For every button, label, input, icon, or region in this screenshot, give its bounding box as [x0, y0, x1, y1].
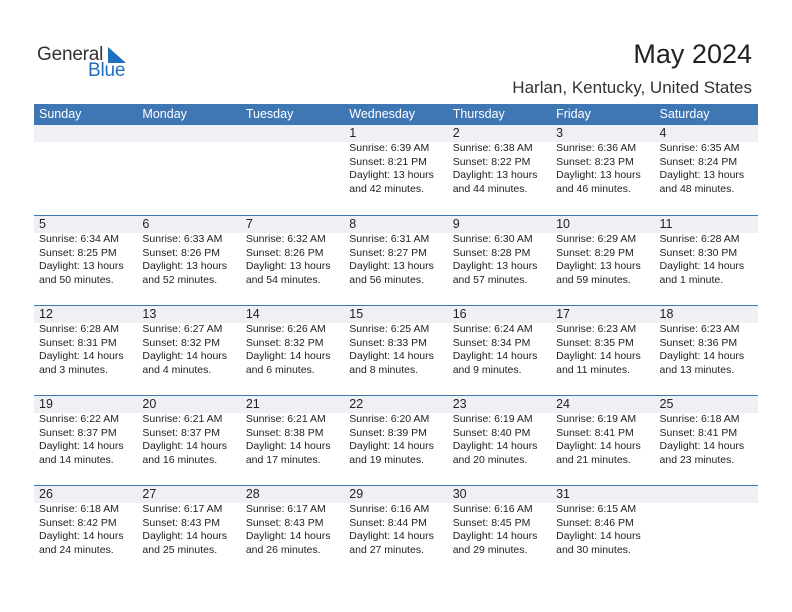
sunrise-text: Sunrise: 6:34 AM	[39, 233, 119, 245]
sunset-text: Sunset: 8:42 PM	[39, 516, 117, 529]
daylight-minutes-text: and 24 minutes.	[39, 543, 114, 556]
sunset-text: Sunset: 8:36 PM	[659, 336, 738, 349]
daylight-minutes-text: and 8 minutes.	[349, 363, 419, 376]
sunrise-text: Sunrise: 6:21 AM	[245, 413, 326, 425]
daylight-text: Daylight: 14 hours	[556, 350, 641, 363]
day-cell	[241, 486, 344, 575]
sunrise-text: Sunrise: 6:21 AM	[142, 413, 223, 425]
sunrise-text: Sunrise: 6:32 AM	[245, 233, 326, 245]
weekday-friday: Friday	[556, 107, 591, 121]
sunrise-text: Sunrise: 6:17 AM	[142, 503, 223, 515]
sunset-text: Sunset: 8:37 PM	[39, 426, 117, 439]
sunset-text: Sunset: 8:45 PM	[452, 516, 531, 529]
weekday-tuesday: Tuesday	[245, 107, 294, 121]
day-cell	[344, 486, 447, 575]
daylight-text: Daylight: 13 hours	[245, 260, 331, 273]
daylight-minutes-text: and 3 minutes.	[39, 363, 108, 376]
sunrise-text: Sunrise: 6:25 AM	[349, 323, 430, 335]
day-number: 11	[655, 216, 758, 233]
week-row	[34, 305, 758, 395]
day-number: 5	[34, 216, 137, 233]
daylight-minutes-text: and 48 minutes.	[659, 182, 735, 195]
sunset-text: Sunset: 8:39 PM	[349, 426, 427, 439]
day-number: 31	[551, 486, 654, 503]
daylight-minutes-text: and 56 minutes.	[349, 273, 424, 286]
daylight-minutes-text: and 16 minutes.	[142, 453, 218, 466]
daylight-text: Daylight: 13 hours	[556, 260, 641, 273]
sunset-text: Sunset: 8:35 PM	[556, 336, 634, 349]
week-row	[34, 395, 758, 485]
sunset-text: Sunset: 8:26 PM	[142, 246, 221, 259]
daylight-minutes-text: and 20 minutes.	[452, 453, 528, 466]
sunset-text: Sunset: 8:30 PM	[659, 246, 738, 259]
weekday-thursday: Thursday	[452, 107, 505, 121]
logo-blue-text: Blue	[88, 60, 126, 81]
daylight-minutes-text: and 44 minutes.	[452, 182, 528, 195]
daylight-text: Daylight: 14 hours	[39, 530, 124, 543]
daylight-text: Daylight: 14 hours	[39, 350, 124, 363]
page-title: May 2024	[633, 39, 752, 69]
daylight-text: Daylight: 14 hours	[556, 530, 641, 543]
day-number	[34, 125, 137, 142]
daylight-text: Daylight: 14 hours	[39, 440, 124, 453]
sunset-text: Sunset: 8:43 PM	[245, 516, 324, 529]
sunrise-text: Sunrise: 6:26 AM	[245, 323, 326, 335]
day-cell	[655, 306, 758, 395]
weekday-header	[34, 104, 758, 125]
daylight-minutes-text: and 26 minutes.	[245, 543, 321, 556]
daylight-minutes-text: and 27 minutes.	[349, 543, 424, 556]
day-number	[655, 486, 758, 503]
daylight-text: Daylight: 13 hours	[452, 260, 538, 273]
sunrise-text: Sunrise: 6:28 AM	[39, 323, 119, 335]
sunrise-text: Sunrise: 6:36 AM	[556, 142, 637, 154]
daylight-minutes-text: and 4 minutes.	[142, 363, 212, 376]
sunrise-text: Sunrise: 6:23 AM	[659, 323, 740, 335]
daylight-minutes-text: and 11 minutes.	[556, 363, 631, 376]
day-number: 3	[551, 125, 654, 142]
daylight-minutes-text: and 1 minute.	[659, 273, 724, 286]
daylight-text: Daylight: 13 hours	[452, 169, 538, 182]
daylight-minutes-text: and 23 minutes.	[659, 453, 735, 466]
sunset-text: Sunset: 8:24 PM	[659, 155, 738, 168]
sunrise-text: Sunrise: 6:23 AM	[556, 323, 637, 335]
weekday-saturday: Saturday	[659, 107, 710, 121]
day-cell	[551, 396, 654, 485]
day-number: 23	[448, 396, 551, 413]
daylight-text: Daylight: 13 hours	[142, 260, 228, 273]
sunrise-text: Sunrise: 6:15 AM	[556, 503, 637, 515]
daylight-text: Daylight: 13 hours	[659, 169, 745, 182]
day-number: 2	[448, 125, 551, 142]
daylight-minutes-text: and 14 minutes.	[39, 453, 114, 466]
day-number: 7	[241, 216, 344, 233]
sunrise-text: Sunrise: 6:16 AM	[349, 503, 430, 515]
day-cell	[137, 125, 240, 215]
day-cell	[448, 306, 551, 395]
day-number: 4	[655, 125, 758, 142]
sunset-text: Sunset: 8:27 PM	[349, 246, 427, 259]
daylight-text: Daylight: 13 hours	[39, 260, 124, 273]
daylight-minutes-text: and 29 minutes.	[452, 543, 528, 556]
sunset-text: Sunset: 8:31 PM	[39, 336, 117, 349]
sunset-text: Sunset: 8:44 PM	[349, 516, 427, 529]
sunset-text: Sunset: 8:38 PM	[245, 426, 324, 439]
day-cell	[34, 306, 137, 395]
day-number: 1	[344, 125, 447, 142]
day-cell	[241, 216, 344, 305]
day-cell	[655, 125, 758, 215]
sunrise-text: Sunrise: 6:29 AM	[556, 233, 637, 245]
day-cell	[137, 396, 240, 485]
sunrise-text: Sunrise: 6:17 AM	[245, 503, 326, 515]
sunrise-text: Sunrise: 6:18 AM	[39, 503, 119, 515]
day-number: 28	[241, 486, 344, 503]
day-cell	[137, 486, 240, 575]
day-cell	[241, 306, 344, 395]
weekday-wednesday: Wednesday	[349, 107, 416, 121]
daylight-minutes-text: and 54 minutes.	[245, 273, 321, 286]
sunset-text: Sunset: 8:29 PM	[556, 246, 634, 259]
sunrise-text: Sunrise: 6:38 AM	[452, 142, 533, 154]
day-number: 15	[344, 306, 447, 323]
sunrise-text: Sunrise: 6:30 AM	[452, 233, 533, 245]
day-cell	[34, 486, 137, 575]
day-cell	[344, 396, 447, 485]
daylight-minutes-text: and 57 minutes.	[452, 273, 528, 286]
day-number: 30	[448, 486, 551, 503]
day-number: 6	[137, 216, 240, 233]
daylight-text: Daylight: 14 hours	[452, 440, 538, 453]
sunset-text: Sunset: 8:41 PM	[659, 426, 738, 439]
sunset-text: Sunset: 8:41 PM	[556, 426, 634, 439]
day-number: 8	[344, 216, 447, 233]
day-number: 26	[34, 486, 137, 503]
daylight-text: Daylight: 14 hours	[142, 350, 228, 363]
sunrise-text: Sunrise: 6:22 AM	[39, 413, 119, 425]
sunset-text: Sunset: 8:32 PM	[142, 336, 221, 349]
daylight-minutes-text: and 52 minutes.	[142, 273, 218, 286]
day-cell	[448, 396, 551, 485]
daylight-text: Daylight: 14 hours	[659, 350, 745, 363]
daylight-minutes-text: and 21 minutes.	[556, 453, 631, 466]
sunrise-text: Sunrise: 6:27 AM	[142, 323, 223, 335]
sunrise-text: Sunrise: 6:28 AM	[659, 233, 740, 245]
day-cell	[448, 125, 551, 215]
day-cell	[448, 216, 551, 305]
logo-general-text: General	[37, 44, 104, 65]
daylight-minutes-text: and 25 minutes.	[142, 543, 218, 556]
sunset-text: Sunset: 8:28 PM	[452, 246, 531, 259]
day-cell	[551, 486, 654, 575]
day-number: 18	[655, 306, 758, 323]
day-number: 9	[448, 216, 551, 233]
day-cell	[655, 486, 758, 575]
daylight-minutes-text: and 30 minutes.	[556, 543, 631, 556]
day-cell	[551, 125, 654, 215]
daylight-text: Daylight: 14 hours	[452, 530, 538, 543]
sunrise-text: Sunrise: 6:24 AM	[452, 323, 533, 335]
day-cell	[137, 306, 240, 395]
day-number: 24	[551, 396, 654, 413]
day-number: 25	[655, 396, 758, 413]
daylight-text: Daylight: 14 hours	[142, 530, 228, 543]
day-cell	[34, 396, 137, 485]
day-number: 27	[137, 486, 240, 503]
daylight-text: Daylight: 13 hours	[349, 169, 434, 182]
sunset-text: Sunset: 8:22 PM	[452, 155, 531, 168]
day-number: 19	[34, 396, 137, 413]
sunset-text: Sunset: 8:23 PM	[556, 155, 634, 168]
daylight-text: Daylight: 14 hours	[245, 530, 331, 543]
sunset-text: Sunset: 8:37 PM	[142, 426, 221, 439]
daylight-minutes-text: and 6 minutes.	[245, 363, 315, 376]
day-cell	[448, 486, 551, 575]
daylight-text: Daylight: 14 hours	[659, 260, 745, 273]
sunrise-text: Sunrise: 6:39 AM	[349, 142, 430, 154]
daylight-minutes-text: and 13 minutes.	[659, 363, 735, 376]
day-number: 22	[344, 396, 447, 413]
logo	[37, 44, 147, 80]
daylight-text: Daylight: 13 hours	[556, 169, 641, 182]
day-number	[241, 125, 344, 142]
sunrise-text: Sunrise: 6:35 AM	[659, 142, 740, 154]
daylight-minutes-text: and 59 minutes.	[556, 273, 631, 286]
sunset-text: Sunset: 8:26 PM	[245, 246, 324, 259]
week-row	[34, 485, 758, 575]
sunset-text: Sunset: 8:46 PM	[556, 516, 634, 529]
sunrise-text: Sunrise: 6:19 AM	[452, 413, 533, 425]
day-number: 29	[344, 486, 447, 503]
day-number: 14	[241, 306, 344, 323]
sunrise-text: Sunrise: 6:19 AM	[556, 413, 637, 425]
day-number: 13	[137, 306, 240, 323]
day-number	[137, 125, 240, 142]
day-number: 12	[34, 306, 137, 323]
sunset-text: Sunset: 8:34 PM	[452, 336, 531, 349]
day-number: 20	[137, 396, 240, 413]
day-cell	[34, 125, 137, 215]
day-number: 17	[551, 306, 654, 323]
daylight-text: Daylight: 14 hours	[349, 530, 434, 543]
day-cell	[241, 125, 344, 215]
day-cell	[137, 216, 240, 305]
daylight-text: Daylight: 14 hours	[452, 350, 538, 363]
day-cell	[344, 216, 447, 305]
day-cell	[551, 306, 654, 395]
daylight-text: Daylight: 14 hours	[245, 440, 331, 453]
daylight-text: Daylight: 14 hours	[142, 440, 228, 453]
day-number: 16	[448, 306, 551, 323]
daylight-minutes-text: and 46 minutes.	[556, 182, 631, 195]
daylight-minutes-text: and 9 minutes.	[452, 363, 522, 376]
daylight-minutes-text: and 42 minutes.	[349, 182, 424, 195]
daylight-text: Daylight: 14 hours	[556, 440, 641, 453]
day-number: 21	[241, 396, 344, 413]
daylight-text: Daylight: 14 hours	[349, 440, 434, 453]
sunset-text: Sunset: 8:43 PM	[142, 516, 221, 529]
sunset-text: Sunset: 8:40 PM	[452, 426, 531, 439]
sunrise-text: Sunrise: 6:33 AM	[142, 233, 223, 245]
daylight-text: Daylight: 14 hours	[349, 350, 434, 363]
weekday-monday: Monday	[142, 107, 187, 121]
calendar-grid	[34, 104, 758, 575]
daylight-text: Daylight: 14 hours	[245, 350, 331, 363]
sunrise-text: Sunrise: 6:16 AM	[452, 503, 533, 515]
sunrise-text: Sunrise: 6:18 AM	[659, 413, 740, 425]
day-cell	[551, 216, 654, 305]
day-cell	[344, 306, 447, 395]
day-number: 10	[551, 216, 654, 233]
daylight-minutes-text: and 19 minutes.	[349, 453, 424, 466]
sunrise-text: Sunrise: 6:31 AM	[349, 233, 430, 245]
weekday-sunday: Sunday	[39, 107, 82, 121]
day-cell	[344, 125, 447, 215]
week-row	[34, 125, 758, 215]
daylight-minutes-text: and 17 minutes.	[245, 453, 321, 466]
sunset-text: Sunset: 8:25 PM	[39, 246, 117, 259]
day-cell	[655, 216, 758, 305]
day-cell	[655, 396, 758, 485]
location-subtitle: Harlan, Kentucky, United States	[512, 78, 752, 97]
daylight-text: Daylight: 14 hours	[659, 440, 745, 453]
sunrise-text: Sunrise: 6:20 AM	[349, 413, 430, 425]
week-row	[34, 215, 758, 305]
sunset-text: Sunset: 8:33 PM	[349, 336, 427, 349]
sunset-text: Sunset: 8:21 PM	[349, 155, 427, 168]
daylight-minutes-text: and 50 minutes.	[39, 273, 114, 286]
sunset-text: Sunset: 8:32 PM	[245, 336, 324, 349]
day-cell	[34, 216, 137, 305]
daylight-text: Daylight: 13 hours	[349, 260, 434, 273]
day-cell	[241, 396, 344, 485]
